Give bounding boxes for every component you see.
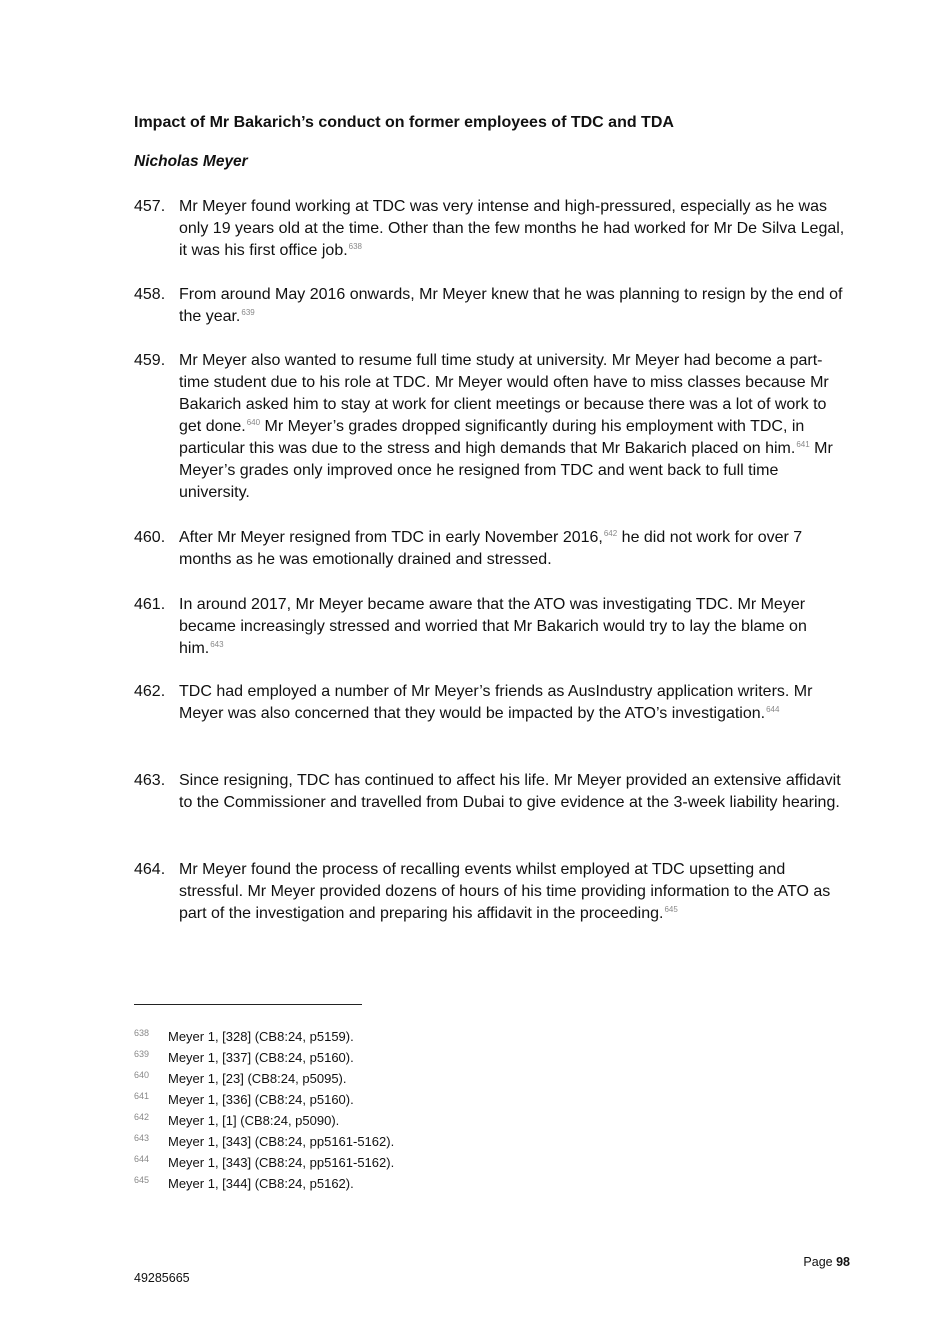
footnotes-list [134, 1026, 634, 1194]
footnote-text: Meyer 1, [1] (CB8:24, p5090). [168, 1113, 340, 1128]
footnote-ref[interactable]: 639 [241, 308, 255, 317]
footnote-number: 638 [134, 1028, 150, 1038]
paragraph-number: 459. [134, 352, 166, 369]
footnote [134, 1152, 634, 1173]
paragraph-459 [134, 350, 850, 504]
footnote-number: 639 [134, 1049, 150, 1059]
paragraph-number: 457. [134, 198, 166, 215]
paragraph-461 [134, 594, 850, 660]
paragraph-text: After Mr Meyer resigned from TDC in early November 2016,$^{642}$ he did not work for over 7 months as he was emotionally drained and stressed. [179, 529, 803, 568]
footnote [134, 1068, 634, 1089]
footnote-text: Meyer 1, [343] (CB8:24, pp5161-5162). [168, 1134, 395, 1149]
footnote-number: 640 [134, 1070, 150, 1080]
footnote-text: Meyer 1, [343] (CB8:24, pp5161-5162). [168, 1155, 395, 1170]
paragraph-text: Mr Meyer found working at TDC was very intense and high-pressured, especially as he was only 19 years old at the time. Other than the few months he had worked for Mr De Silva Legal, it was his first office job.$^{638}$ [179, 198, 845, 259]
footnote [134, 1173, 634, 1194]
document-id: 49285665 [134, 1271, 190, 1285]
paragraph-number: 460. [134, 529, 166, 546]
footnote-ref[interactable]: 638 [348, 242, 363, 251]
footnote [134, 1110, 634, 1131]
footnote-number: 641 [134, 1091, 150, 1101]
paragraph-number: 464. [134, 861, 166, 878]
page-number-value: 98 [836, 1255, 850, 1269]
paragraph-number: 462. [134, 683, 166, 700]
footnote-text: Meyer 1, [344] (CB8:24, p5162). [168, 1176, 354, 1191]
page-label: Page [803, 1255, 833, 1269]
footnote-number: 642 [134, 1112, 150, 1122]
footnote-ref[interactable]: 642 [603, 529, 618, 538]
footnote-ref[interactable]: 641 [796, 440, 810, 449]
paragraph-text: In around 2017, Mr Meyer became aware that the ATO was investigating TDC. Mr Meyer became increasingly stressed and worried that Mr Bakarich would try to lay the blame on him.$^{643}$ [179, 596, 807, 657]
paragraph-462 [134, 681, 850, 725]
footnote-ref[interactable]: 640 [246, 418, 261, 427]
paragraph-text: TDC had employed a number of Mr Meyer’s friends as AusIndustry application writers. Mr Meyer was also concerned that they would be impacted by the ATO’s investigation.$^{644}$ [179, 683, 813, 722]
paragraph-457 [134, 196, 850, 262]
page-number [803, 1255, 850, 1269]
footnote-separator [134, 1004, 362, 1005]
subsection-heading: Nicholas Meyer [134, 153, 248, 170]
paragraph-number: 458. [134, 286, 166, 303]
footnote-number: 644 [134, 1154, 150, 1164]
paragraph-text: From around May 2016 onwards, Mr Meyer knew that he was planning to resign by the end of the year.$^{639}$ [179, 286, 843, 325]
paragraph-number: 461. [134, 596, 166, 613]
paragraph-text: Mr Meyer also wanted to resume full time study at university. Mr Meyer had become a part-time student due to his role at TDC. Mr Meyer would often have to miss classes because Mr Bakarich asked him to stay at work for client meetings or because there was a lot of work to get done.$^{640}$ Mr Meyer’s grades dropped significantly during his employment with TDC, in particular this was due to the stress and high demands that Mr Bakarich placed on him.$^{641}$ Mr Meyer’s grades only improved once he resigned from TDC and went back to full time university. [179, 352, 833, 501]
footnote [134, 1089, 634, 1110]
footnote-text: Meyer 1, [336] (CB8:24, p5160). [168, 1092, 354, 1107]
paragraph-464 [134, 859, 850, 925]
paragraph-number: 463. [134, 772, 166, 789]
footnote-text: Meyer 1, [23] (CB8:24, p5095). [168, 1071, 347, 1086]
footnote-ref[interactable]: 645 [664, 905, 678, 914]
footnote-text: Meyer 1, [337] (CB8:24, p5160). [168, 1050, 354, 1065]
footnote [134, 1131, 634, 1152]
paragraph-463 [134, 770, 850, 814]
footnote [134, 1026, 634, 1047]
paragraph-text: Since resigning, TDC has continued to affect his life. Mr Meyer provided an extensive affidavit to the Commissioner and travelled from Dubai to give evidence at the 3-week liability hearing. [179, 772, 841, 811]
paragraph-text: Mr Meyer found the process of recalling events whilst employed at TDC upsetting and stressful. Mr Meyer provided dozens of hours of his time providing information to the ATO as part of the investigation and preparing his affidavit in the proceeding.$^{645}$ [179, 861, 831, 922]
footnote-number: 645 [134, 1175, 150, 1185]
paragraph-460 [134, 527, 850, 571]
footnote [134, 1047, 634, 1068]
footnote-ref[interactable]: 643 [210, 640, 224, 649]
section-heading: Impact of Mr Bakarich’s conduct on former employees of TDC and TDA [134, 114, 674, 131]
footnote-ref[interactable]: 644 [766, 705, 780, 714]
footnote-number: 643 [134, 1133, 150, 1143]
paragraph-458 [134, 284, 850, 328]
footnote-text: Meyer 1, [328] (CB8:24, p5159). [168, 1029, 354, 1044]
